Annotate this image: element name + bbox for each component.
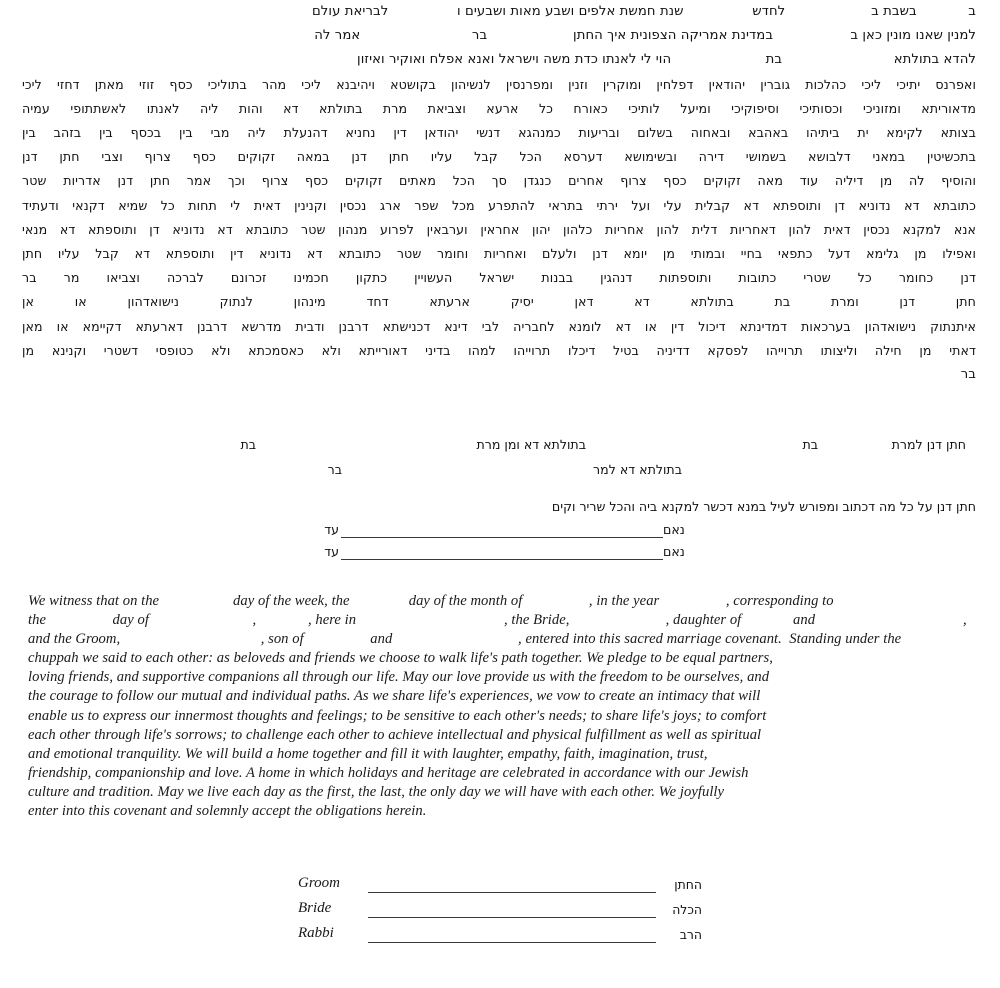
bride-hebrew-label: הכלה <box>672 902 702 917</box>
bride-label: Bride <box>298 900 332 916</box>
english-body-line-4: enable us to express our innermost thoughts and feelings; to be sensitive to each other's needs; to share life's joys; to comfort <box>28 707 767 724</box>
name-bride-label: בתולתא דא ומן מרת <box>476 437 586 452</box>
english-body-line-2: loving friends, and supportive companions all through our life. May our love provide us with the freedom to be ourselves, and <box>28 669 770 686</box>
name-bar-label: בר <box>327 462 342 477</box>
hebrew-line-11: ואפילו מן גלימא דעל כתפאי בחיי ובמותי מן יומא דנן ולעלם ואחריות וחומר שטר כתובתא דא נדוניא דין ותוספתא דא קבל עליו חתן <box>22 246 976 262</box>
english-body-line-6: and emotional tranquility. We will build a home together and fill it with laughter, empathy, faith, imagination, trust, <box>28 745 708 762</box>
rabbi-signature-line[interactable] <box>368 927 656 943</box>
english-text-block <box>28 592 976 821</box>
signature-block <box>0 868 1000 943</box>
english-body-line-9: enter into this covenant and solemnly accept the obligations herein. <box>28 803 427 820</box>
bride-signature-line[interactable] <box>368 902 656 918</box>
name-bat-label-1: בת <box>802 437 818 452</box>
hebrew-line-5: מדאוריתא ומזוניכי וכסותיכי וסיפוקיכי ומיעל לותיכי כאורח כל ארעא וצביאת מרת בתולתא דא והות ליה לאנתו לאשתתופי עמיה <box>22 100 976 116</box>
witness-row[interactable] <box>0 538 1000 560</box>
hebrew-line-9: כתובתא דא נדוניא דן ותוספתא דא קבלית עלי ועל ירתי בתראי להתפרע מכל שפר ארג נכסין וקנינין דאית לי תחות כל שמיא דקנאי ודעתיד <box>22 197 976 213</box>
signature-row-bride[interactable] <box>0 893 1000 918</box>
hebrew-line-6: בצותא לקימא ית ביתיהו באהבא ובאחוה בשלום ובריעות כמנהגא דנשי יהודאן דין נחניא דהנעלת ליה מבי בין בכסף בין בזהב בין <box>22 125 976 141</box>
rabbi-label: Rabbi <box>298 925 334 941</box>
groom-label: Groom <box>298 875 340 891</box>
english-body-line-1: chuppah we said to each other: as beloveds and friends we choose to walk life's path together. We pledge to be equal partners, <box>28 650 773 667</box>
english-body-line-7: friendship, companionship and love. A home in which holidays and heritage are celebrated in accordance with our Jewish <box>28 764 749 781</box>
groom-signature-line[interactable] <box>368 877 656 893</box>
hebrew-closing-line: חתן דנן על כל מה דכתוב ומפורש לעיל במנא דכשר למקנא ביה והכל שריר וקים <box>551 499 976 514</box>
hebrew-line-16: בר <box>960 367 976 383</box>
witness-row[interactable] <box>0 516 1000 538</box>
witness-naam-label-1: נאם <box>663 522 685 537</box>
hebrew-line-14: איתנתוק נישואדהון בערכאות דמדינתא דיכול דין או דא לומנא לחבריה לבי דינא דכנישתא דרבנן ודבית מדרשא דרבנן דארעתא דקיימא או מאן <box>22 318 976 334</box>
english-body-line-3: the courage to follow our mutual and individual paths. As we share life's experiences, we vow to create an intimacy that will <box>28 688 761 705</box>
hebrew-line-7: בתכשיטין במאני דלבושא בשמושי דירה ובשימושא דערסא הכל קבל עליו חתן דנן במאה זקוקים כסף צרוף וצבי חתן דנן <box>22 149 976 165</box>
hebrew-text-block <box>0 0 1000 387</box>
hebrew-names-block <box>0 432 1000 514</box>
hebrew-line-8: והוסיף לה מן דיליה עוד מאה זקוקים כסף צרוף אחרים כנגדן סך הכל מאתים זקוקים כסף צרוף וכך אמר חתן דנן אדריות שטר <box>22 173 976 189</box>
groom-hebrew-label: החתן <box>674 877 702 892</box>
witness-ed-label-2: עד <box>324 544 339 559</box>
name-groom-label: חתן דנן למרת <box>891 437 966 452</box>
witness-ed-label-1: עד <box>324 522 339 537</box>
witness-naam-label-2: נאם <box>663 544 685 559</box>
name-bride2-label: בתולתא דא למר <box>593 462 682 477</box>
signature-row-groom[interactable] <box>0 868 1000 893</box>
english-fill-line-2: the day of , , here in , the Bride, , daughter of and , <box>28 612 967 629</box>
hebrew-line-10: אנא למקנא נכסין דאית להון דאחריות דלית להון אחריות כלהון יהון אחראין וערבאין לפרוע מנהון שטר כתובתא דא נדוניא דן ותוספתא דא מנאי <box>22 221 976 237</box>
english-body-line-5: each other through life's sorrows; to challenge each other to achieve intellectual and physical fulfillment as well as spiritual <box>28 726 762 743</box>
name-bat-label-2: בת <box>240 437 256 452</box>
witness-signature-block <box>0 516 1000 560</box>
witness-signature-line-2[interactable] <box>341 546 663 560</box>
rabbi-hebrew-label: הרב <box>679 927 702 942</box>
hebrew-line-4: ואפרנס יתיכי ליכי כהלכות גוברין יהודאין דפלחין ומוקרין וזנין ומפרנסין לנשיהון בקושטא ויהיבנא ליכי מהר בתוליכי כסף זוזי מאתן דחזי ליכי <box>22 76 976 92</box>
signature-row-rabbi[interactable] <box>0 918 1000 943</box>
english-fill-line-1: We witness that on the day of the week, the day of the month of , in the year , corresponding to <box>28 593 834 609</box>
hebrew-line-2: למנין שאנו מונין כאן ב במדינת אמריקה הצפונית איך החתן בר אמר לה <box>314 28 976 44</box>
english-fill-line-3: and the Groom, , son of and , entered into this sacred marriage covenant. Standing under the <box>28 631 902 648</box>
hebrew-line-3: להדא בתולתא בת הוי לי לאנתו כדת משה וישראל ואנא אפלח ואוקיר ואיזון <box>357 52 976 68</box>
english-body-line-8: culture and tradition. May we live each day as the first, the last, the only day we will have with each other. We joyfully <box>28 783 725 800</box>
hebrew-line-13: חתן דנן ומרת בת בתולתא דא דאן יסיק ארעתא דחד מינהון לנתוק נישואדהון או אן <box>22 294 976 310</box>
witness-signature-line-1[interactable] <box>341 524 663 538</box>
hebrew-line-12: דנן כחומר כל שטרי כתובות ותוספתות דנהגין בבנות ישראל העשויין כתקון חכמינו זכרונם לברכה וצביאו מר בר <box>22 270 976 286</box>
hebrew-line-15: דאתי מן חילה וליצותו תרוייהו לפסקא דדיניה בטיל דיכלו תרוייהו למהו בדיני דאורייתא ולא כאסמכתא ולא כטופסי דשטרי וקנינא מן <box>22 342 976 358</box>
hebrew-line-1: ב בשבת ב לחדש שנת חמשת אלפים ושבע מאות ושבעים ו לבריאת עולם <box>311 4 976 19</box>
